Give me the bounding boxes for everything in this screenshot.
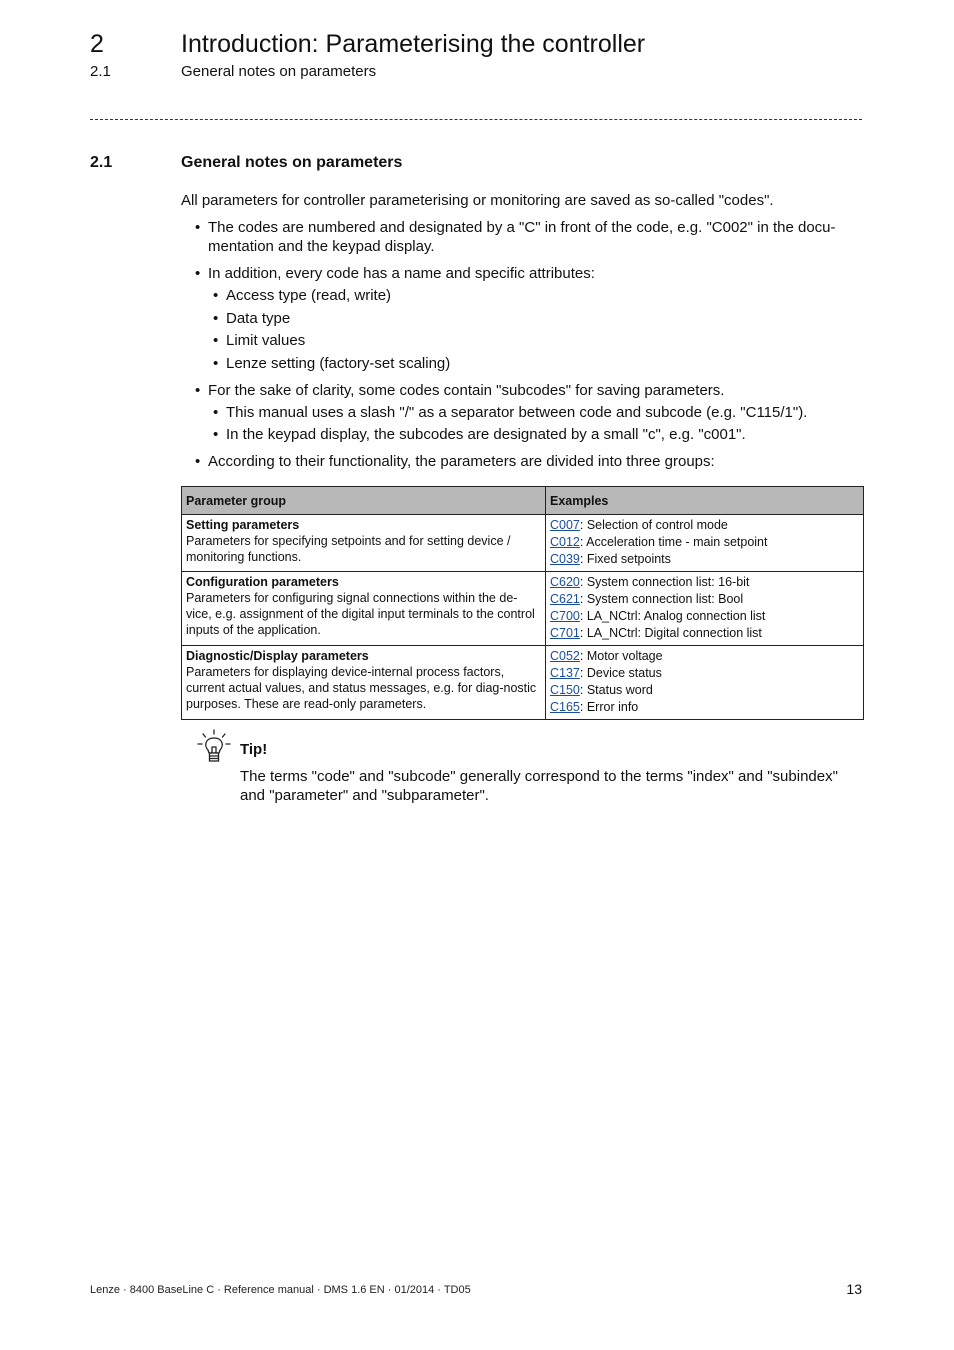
lightbulb-icon [197, 729, 231, 763]
page-number: 13 [846, 1281, 862, 1297]
parameter-group-description: Parameters for specifying setpoints and for setting device / monitoring functions. [186, 534, 511, 564]
example-description: : Acceleration time - main setpoint [579, 535, 768, 549]
example-item [550, 682, 859, 699]
example-description: : Selection of control mode [579, 518, 728, 532]
sub-bullet-item: • Data type [208, 309, 863, 328]
bullet-text: According to their functionality, the parameters are divided into three groups: [208, 453, 715, 470]
code-link[interactable]: C700 [550, 609, 580, 623]
bullet-text: For the sake of clarity, some codes contain "subcodes" for saving parameters. [208, 381, 725, 399]
examples-cell [546, 646, 864, 720]
chapter-number: 2 [90, 30, 104, 58]
code-link[interactable]: C137 [550, 666, 580, 680]
examples-cell [546, 515, 864, 572]
code-link[interactable]: C165 [550, 700, 580, 714]
example-description: : System connection list: 16-bit [579, 575, 750, 589]
parameter-groups-table [181, 486, 864, 720]
example-item [550, 574, 859, 591]
footer-text: Lenze · 8400 BaseLine C · Reference manual · DMS 1.6 EN · 01/2014 · TD05 [90, 1284, 471, 1296]
example-description: : Fixed setpoints [579, 552, 671, 566]
body-text [181, 191, 863, 479]
bullet-text: In addition, every code has a name and specific attributes: [208, 265, 595, 282]
example-item [550, 534, 859, 551]
header-section-number: 2.1 [90, 63, 111, 80]
code-link[interactable]: C621 [550, 592, 580, 606]
example-item [550, 591, 859, 608]
example-description: : LA_NCtrl: Analog connection list [579, 609, 766, 623]
table-row [182, 515, 864, 572]
example-item [550, 648, 859, 665]
example-item [550, 625, 859, 642]
tip-label: Tip! [240, 741, 268, 758]
table-row [182, 646, 864, 720]
example-description: : LA_NCtrl: Digital connection list [579, 626, 762, 640]
chapter-title: Introduction: Parameterising the controller [181, 30, 646, 58]
code-link[interactable]: C012 [550, 535, 580, 549]
code-link[interactable]: C007 [550, 518, 580, 532]
sub-bullet-list [208, 403, 863, 445]
parameter-group-description: Parameters for displaying device-internal process factors, current actual values, and status messages, e.g. for diag-nostic purposes. These are read-only parameters. [186, 665, 537, 711]
parameter-group-cell [182, 646, 546, 720]
sub-bullet-item: • This manual uses a slash "/" as a separator between code and subcode (e.g. "C115/1"). [208, 403, 863, 422]
bullet-item [181, 452, 863, 471]
example-item [550, 551, 859, 568]
parameter-group-name: Configuration parameters [186, 575, 339, 589]
parameter-group-cell [182, 572, 546, 646]
bullet-text: The codes are numbered and designated by a "C" in front of the code, e.g. "C002" in the docu-mentation and the keypad display. [208, 219, 836, 255]
bullet-item [181, 264, 863, 373]
code-link[interactable]: C620 [550, 575, 580, 589]
code-link[interactable]: C701 [550, 626, 580, 640]
intro-paragraph: All parameters for controller parameterising or monitoring are saved as so-called "codes". [181, 192, 774, 209]
example-description: : Motor voltage [579, 649, 663, 663]
column-header-parameter-group: Parameter group [182, 487, 546, 515]
section-heading: General notes on parameters [181, 154, 403, 171]
bullet-list [181, 218, 863, 471]
example-description: : Status word [579, 683, 653, 697]
bullet-item [181, 381, 863, 445]
code-link[interactable]: C052 [550, 649, 580, 663]
sub-bullet-item: • In the keypad display, the subcodes are designated by a small "c", e.g. "c001". [208, 425, 863, 444]
code-link[interactable]: C150 [550, 683, 580, 697]
example-item [550, 517, 859, 534]
parameter-group-description: Parameters for configuring signal connections within the de-vice, e.g. assignment of the digital input terminals to the control inputs of the application. [186, 591, 535, 637]
table-body [182, 515, 864, 720]
column-header-examples: Examples [546, 487, 864, 515]
example-description: : System connection list: Bool [579, 592, 744, 606]
table-header-row [182, 487, 864, 515]
parameter-group-cell [182, 515, 546, 572]
parameter-group-name: Diagnostic/Display parameters [186, 649, 369, 663]
tip-text: The terms "code" and "subcode" generally correspond to the terms "index" and "subindex" and "parameter" and "subparameter". [240, 768, 838, 804]
table-row [182, 572, 864, 646]
example-description: : Error info [579, 700, 639, 714]
example-item [550, 665, 859, 682]
example-item [550, 608, 859, 625]
sub-bullet-item: • Access type (read, write) [208, 286, 863, 305]
sub-bullet-list [208, 286, 863, 373]
header-divider [90, 119, 862, 120]
examples-cell [546, 572, 864, 646]
example-description: : Device status [579, 666, 662, 680]
sub-bullet-item: • Lenze setting (factory-set scaling) [208, 354, 863, 373]
example-item [550, 699, 859, 716]
bullet-item [181, 218, 863, 256]
section-number: 2.1 [90, 154, 113, 171]
parameter-group-name: Setting parameters [186, 518, 300, 532]
code-link[interactable]: C039 [550, 552, 580, 566]
sub-bullet-item: • Limit values [208, 331, 863, 350]
header-section-title: General notes on parameters [181, 63, 377, 80]
